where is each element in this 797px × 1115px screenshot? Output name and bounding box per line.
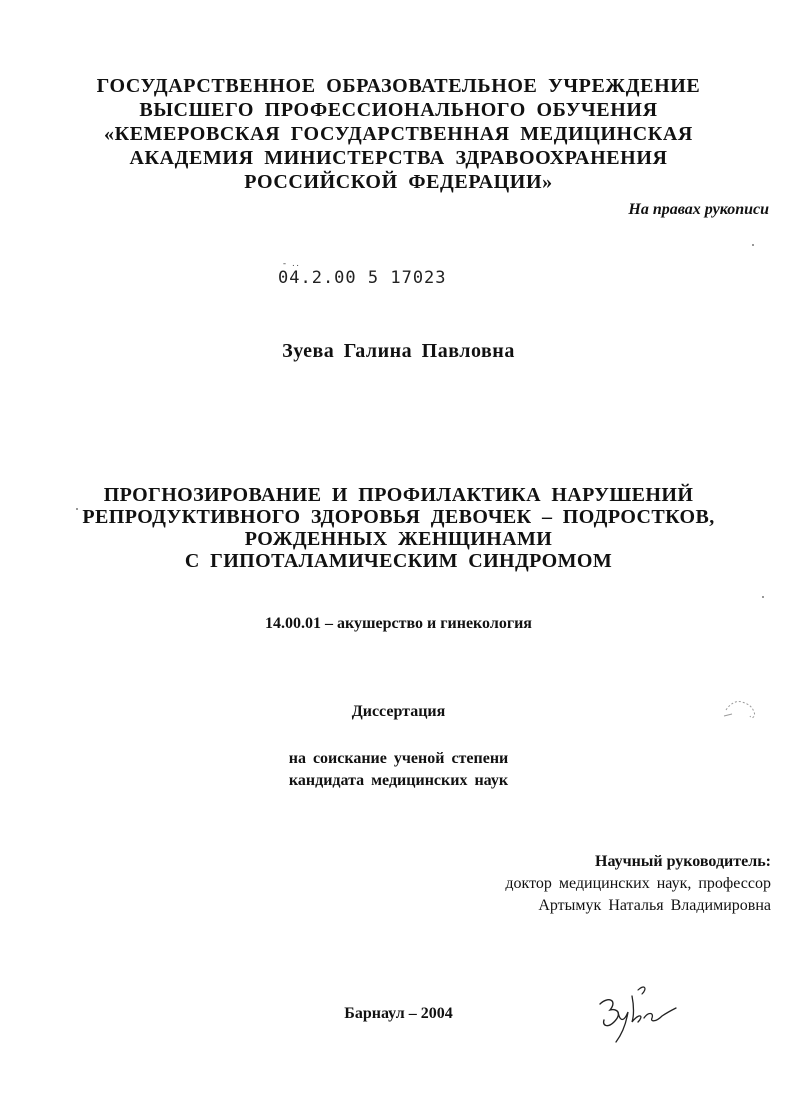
- title-line: РОЖДЕННЫХ ЖЕНЩИНАМИ: [244, 528, 553, 550]
- degree-statement: [0, 748, 797, 792]
- scan-speck: [76, 508, 78, 510]
- registration-code: 04.2.00 5 17023: [278, 268, 447, 288]
- scan-speck: [752, 244, 754, 246]
- handwritten-signature-icon: [588, 982, 678, 1044]
- org-line: РОССИЙСКОЙ ФЕДЕРАЦИИ»: [244, 171, 553, 193]
- specialty-code: 14.00.01 – акушерство и гинекология: [265, 615, 532, 632]
- stamp-marks: - ..: [283, 258, 301, 268]
- org-line: АКАДЕМИЯ МИНИСТЕРСТВА ЗДРАВООХРАНЕНИЯ: [129, 147, 668, 169]
- org-line: «КЕМЕРОВСКАЯ ГОСУДАРСТВЕННАЯ МЕДИЦИНСКАЯ: [104, 123, 693, 145]
- author-name: Зуева Галина Павловна: [282, 340, 515, 362]
- supervisor-position: доктор медицинских наук, профессор: [505, 875, 771, 892]
- title-line: РЕПРОДУКТИВНОГО ЗДОРОВЬЯ ДЕВОЧЕК – ПОДРОСТКОВ,: [82, 506, 715, 528]
- scan-speck: [762, 596, 764, 598]
- title-line: ПРОГНОЗИРОВАНИЕ И ПРОФИЛАКТИКА НАРУШЕНИЙ: [103, 484, 694, 506]
- degree-line: кандидата медицинских наук: [288, 772, 509, 789]
- supervisor-name: Артымук Наталья Владимировна: [538, 897, 771, 914]
- org-line: ВЫСШЕГО ПРОФЕССИОНАЛЬНОГО ОБУЧЕНИЯ: [139, 99, 658, 121]
- pencil-mark-icon: [722, 694, 762, 724]
- manuscript-rights-notice: На правах рукописи: [628, 201, 769, 218]
- city-year: Барнаул – 2004: [344, 1005, 453, 1022]
- document-type-label: Диссертация: [351, 703, 446, 720]
- org-line: ГОСУДАРСТВЕННОЕ ОБРАЗОВАТЕЛЬНОЕ УЧРЕЖДЕНИЕ: [96, 75, 701, 97]
- degree-line: на соискание ученой степени: [288, 750, 509, 767]
- title-line: С ГИПОТАЛАМИЧЕСКИМ СИНДРОМОМ: [184, 550, 613, 572]
- supervisor-title: Научный руководитель:: [595, 853, 771, 870]
- organization-header: [0, 74, 797, 194]
- supervisor-block: [505, 851, 771, 917]
- dissertation-title: [0, 484, 797, 572]
